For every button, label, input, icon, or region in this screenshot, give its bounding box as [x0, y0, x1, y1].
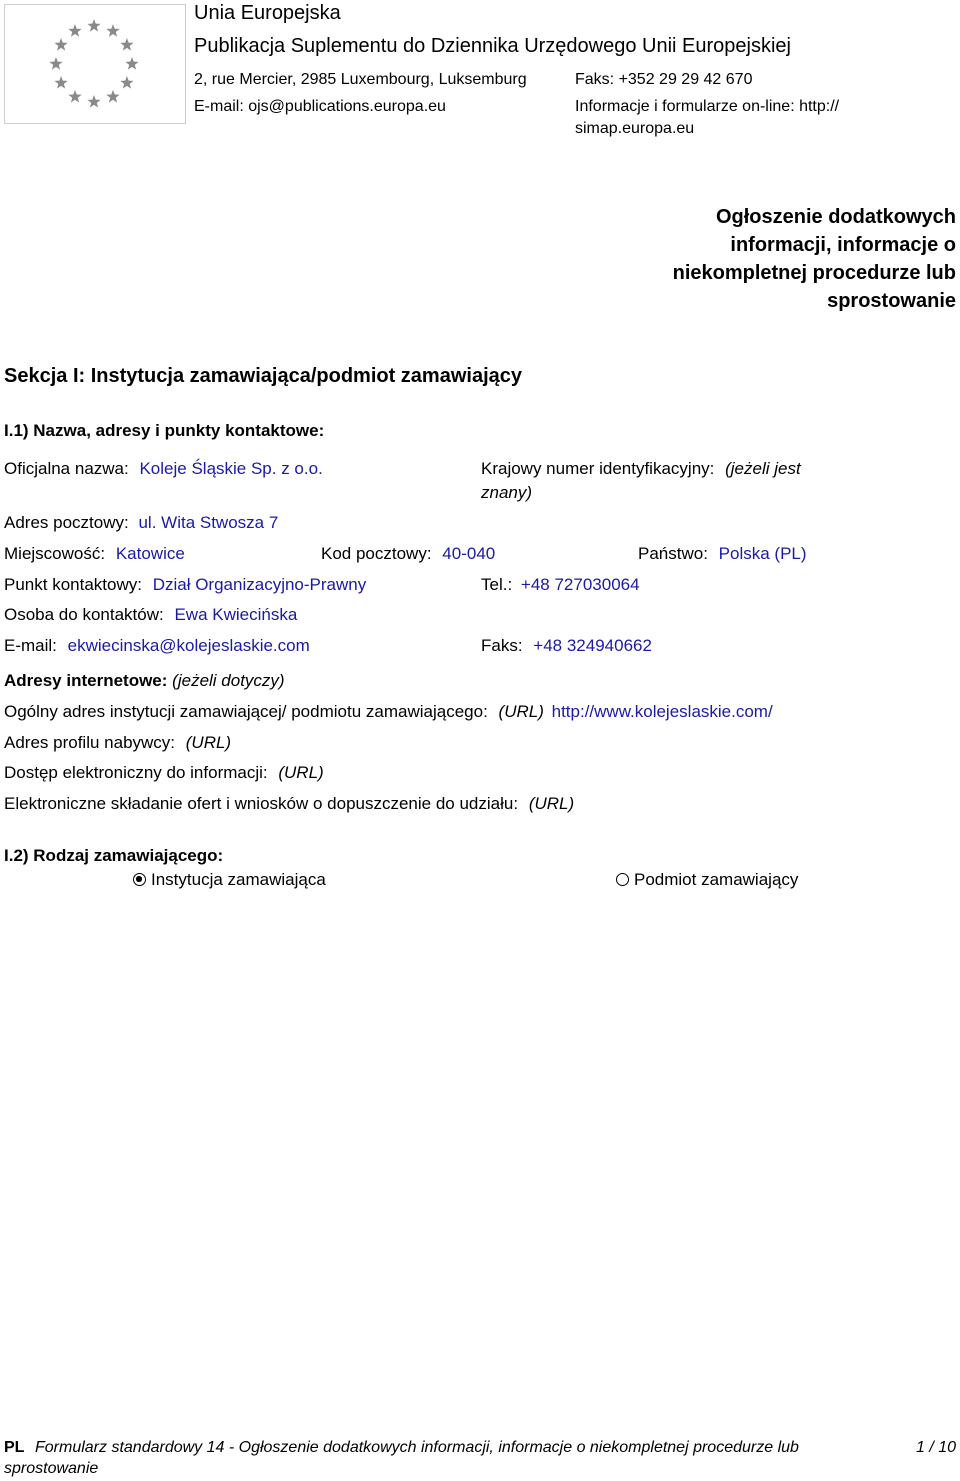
radio-contracting-entity-label: Podmiot zamawiający — [634, 870, 799, 889]
general-address-label: Ogólny adres instytucji zamawiającej/ podmiotu zamawiającego: — [4, 702, 488, 721]
tel-label: Tel.: — [481, 575, 513, 594]
national-id-hint: (jeżeli jest — [725, 459, 801, 478]
contact-point-row — [4, 575, 366, 595]
contact-person-value: Ewa Kwiecińska — [174, 605, 298, 624]
doc-title-line1: Ogłoszenie dodatkowych — [715, 206, 956, 228]
footer-page-number: 1 / 10 — [915, 1439, 956, 1456]
country-label: Państwo: — [638, 544, 708, 563]
contact-person-label: Osoba do kontaktów: — [4, 605, 164, 624]
buyer-profile-hint: (URL) — [185, 733, 232, 752]
internet-addresses-hint: (jeżeli dotyczy) — [172, 671, 285, 690]
eu-star-icon — [125, 57, 138, 70]
section-title: Sekcja I: Instytucja zamawiająca/podmiot zamawiający — [4, 365, 522, 387]
eu-star-icon — [106, 90, 119, 103]
footer-form-line1: Formularz standardowy 14 - Ogłoszenie dodatkowych informacji, informacje o niekompletnej procedurze lub — [35, 1439, 799, 1456]
postcode-label: Kod pocztowy: — [321, 544, 432, 563]
tel-value: +48 727030064 — [520, 575, 640, 594]
header-online-line1: Informacje i formularze on-line: http:// — [575, 98, 840, 115]
contact-point-value: Dział Organizacyjno-Prawny — [152, 575, 367, 594]
fax-row — [481, 636, 652, 656]
email-row — [4, 636, 310, 656]
radio-contracting-authority-label: Instytucja zamawiająca — [151, 870, 326, 889]
national-id-hint-cont: znany) — [481, 483, 533, 502]
eu-star-icon — [49, 57, 62, 70]
doc-title-line3: niekompletnej procedurze lub — [672, 262, 956, 284]
header-address: 2, rue Mercier, 2985 Luxembourg, Luksemburg — [194, 71, 527, 88]
eu-star-icon — [120, 76, 133, 89]
country-row — [638, 544, 807, 564]
eu-star-icon — [120, 38, 133, 51]
postal-label: Adres pocztowy: — [4, 513, 129, 532]
official-name-row — [4, 459, 323, 479]
header-email: E-mail: ojs@publications.europa.eu — [194, 98, 446, 115]
general-address-hint: (URL) — [498, 702, 544, 721]
town-row — [4, 544, 185, 564]
official-name-value: Koleje Śląskie Sp. z o.o. — [139, 459, 323, 478]
general-address-row — [4, 702, 773, 722]
e-access-hint: (URL) — [278, 763, 324, 782]
header-online-line2: simap.europa.eu — [575, 120, 695, 137]
internet-addresses-title: Adresy internetowe: — [4, 671, 168, 690]
radio-contracting-entity[interactable] — [616, 870, 798, 890]
town-label: Miejscowość: — [4, 544, 106, 563]
eu-star-icon — [68, 24, 81, 37]
general-address-link[interactable]: http://www.kolejeslaskie.com/ — [551, 702, 773, 721]
postal-value: ul. Wita Stwosza 7 — [138, 513, 279, 532]
eu-star-icon — [54, 38, 67, 51]
email-label: E-mail: — [4, 636, 57, 655]
radio-unselected-icon — [616, 873, 629, 886]
radio-contracting-authority[interactable] — [133, 870, 326, 890]
header-org: Unia Europejska — [194, 2, 341, 24]
e-access-label: Dostęp elektroniczny do informacji: — [4, 763, 268, 782]
eu-star-icon — [68, 90, 81, 103]
postal-row — [4, 513, 278, 533]
header-fax: Faks: +352 29 29 42 670 — [575, 71, 753, 88]
eu-flag-logo — [4, 4, 186, 124]
fax-label: Faks: — [481, 636, 523, 655]
national-id-row — [481, 459, 801, 479]
header-publication: Publikacja Suplementu do Dziennika Urzędowego Unii Europejskiej — [194, 35, 791, 57]
footer-form-line2: sprostowanie — [4, 1460, 99, 1477]
footer-lang: PL — [4, 1439, 25, 1456]
radio-selected-icon — [133, 873, 146, 886]
eu-star-icon — [106, 24, 119, 37]
postcode-value: 40-040 — [442, 544, 496, 563]
buyer-profile-row — [4, 733, 231, 753]
tel-row — [481, 575, 640, 595]
official-name-label: Oficjalna nazwa: — [4, 459, 129, 478]
email-value[interactable]: ekwiecinska@kolejeslaskie.com — [67, 636, 310, 655]
eu-star-icon — [54, 76, 67, 89]
eu-star-icon — [87, 95, 100, 108]
contact-person-row — [4, 605, 297, 625]
eu-stars-icon — [5, 5, 185, 123]
e-submission-hint: (URL) — [528, 794, 575, 813]
subsection-title-i2: I.2) Rodzaj zamawiającego: — [4, 846, 224, 865]
eu-star-icon — [87, 19, 100, 32]
doc-title-line2: informacji, informacje o — [730, 234, 956, 256]
internet-addresses-heading — [4, 671, 285, 691]
e-access-row — [4, 763, 324, 783]
contact-point-label: Punkt kontaktowy: — [4, 575, 142, 594]
town-value: Katowice — [115, 544, 185, 563]
subsection-title-i1: I.1) Nazwa, adresy i punkty kontaktowe: — [4, 421, 325, 440]
national-id-label: Krajowy numer identyfikacyjny: — [481, 459, 715, 478]
fax-value: +48 324940662 — [533, 636, 652, 655]
e-submission-label: Elektroniczne składanie ofert i wniosków o dopuszczenie do udziału: — [4, 794, 519, 813]
e-submission-row — [4, 794, 574, 814]
doc-title-line4: sprostowanie — [827, 290, 956, 312]
buyer-profile-label: Adres profilu nabywcy: — [4, 733, 176, 752]
postcode-row — [321, 544, 495, 564]
country-value: Polska (PL) — [718, 544, 807, 563]
